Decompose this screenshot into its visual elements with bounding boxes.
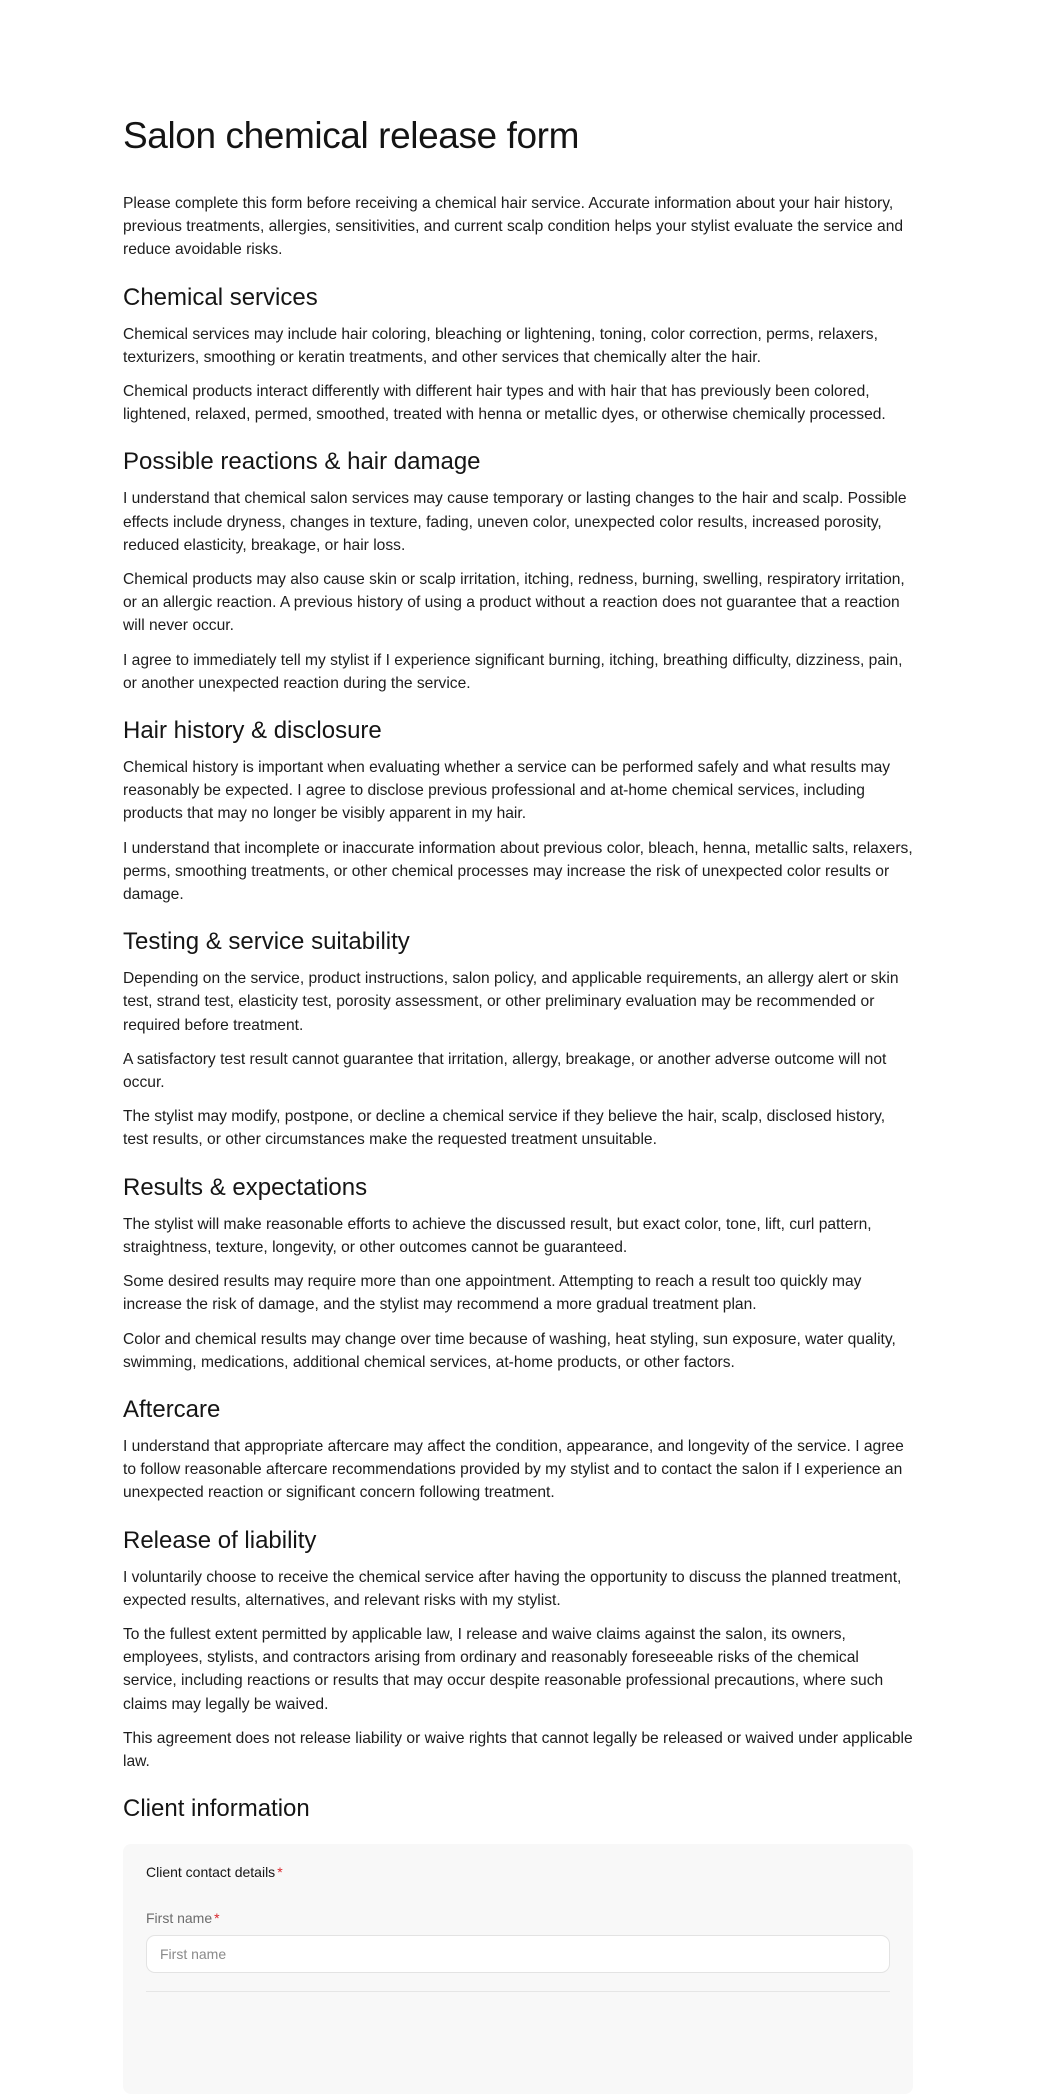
intro-paragraph: Please complete this form before receiving a chemical hair service. Accurate information about your hair history, previous treatments, allergies, sensitivities, and current scalp condition helps your stylist evaluate the service and reduce avoidable risks. (123, 195, 904, 259)
section-paragraph: A satisfactory test result cannot guarantee that irritation, allergy, breakage, or another adverse outcome will not occur. (123, 1050, 887, 1092)
section-heading: Release of liability (123, 1526, 317, 1554)
section-paragraph: Chemical products may also cause skin or scalp irritation, itching, redness, burning, swelling, respiratory irritation, or an allergic reaction. A previous history of using a product without a reaction does not guarantee that a reaction will never occur. (123, 571, 905, 635)
section (123, 1171, 913, 1374)
field-divider (146, 1991, 890, 1992)
required-asterisk: * (214, 1910, 220, 1927)
section-paragraph: Chemical services may include hair coloring, bleaching or lightening, toning, color correction, perms, relaxers, texturizers, smoothing or keratin treatments, and other services that chemically alter the hair. (123, 325, 878, 366)
section-heading: Hair history & disclosure (123, 717, 382, 745)
first-name-label-text: First name (146, 1910, 213, 1927)
section (123, 281, 913, 427)
form-page (123, 0, 913, 2094)
client-information-heading: Client information (123, 1795, 310, 1823)
client-contact-label (146, 1864, 890, 1880)
page-title: Salon chemical release form (123, 115, 580, 156)
section (123, 714, 913, 906)
section-paragraph: To the fullest extent permitted by applicable law, I release and waive claims against the salon, its owners, employees, stylists, and contractors arising from ordinary and reasonably foreseeable risks of the chemical service, including reactions or results that may occur despite reasonable professional precautions, where such claims may legally be waived. (123, 1625, 884, 1713)
section-paragraph: Chemical history is important when evaluating whether a service can be performed safely and what results may reasonably be expected. I agree to disclose previous professional and at-home chemical services, including products that may no longer be visibly apparent in my hair. (123, 759, 891, 823)
section-heading: Possible reactions & hair damage (123, 448, 481, 476)
first-name-input[interactable] (146, 1935, 890, 1973)
section-paragraph: The stylist may modify, postpone, or decline a chemical service if they believe the hair, scalp, disclosed history, test results, or other circumstances make the requested treatment unsuitable. (123, 1108, 886, 1149)
required-asterisk: * (277, 1864, 283, 1881)
section (123, 1524, 913, 1774)
client-contact-card (123, 1844, 913, 2094)
section (123, 445, 913, 695)
section (123, 925, 913, 1151)
section (123, 1393, 913, 1505)
section-paragraph: I understand that incomplete or inaccurate information about previous color, bleach, henna, metallic salts, relaxers, perms, smoothing treatments, or other chemical processes may increase the risk of unexpected color results or damage. (123, 839, 913, 904)
section-heading: Chemical services (123, 283, 318, 311)
section-paragraph: I voluntarily choose to receive the chemical service after having the opportunity to discuss the planned treatment, expected results, alternatives, and relevant risks with my stylist. (123, 1568, 902, 1609)
section-heading: Results & expectations (123, 1173, 368, 1201)
section-paragraph: I agree to immediately tell my stylist if I experience significant burning, itching, breathing difficulty, dizziness, pain, or another unexpected reaction during the service. (123, 651, 903, 692)
section-heading: Testing & service suitability (123, 928, 410, 956)
section-paragraph: Some desired results may require more than one appointment. Attempting to reach a result too quickly may increase the risk of damage, and the stylist may recommend a more gradual treatment plan. (123, 1273, 862, 1314)
section-paragraph: I understand that chemical salon services may cause temporary or lasting changes to the hair and scalp. Possible effects include dryness, changes in texture, fading, uneven color, unexpected color results, increased porosity, reduced elasticity, breakage, or hair loss. (123, 490, 907, 554)
section-paragraph: The stylist will make reasonable efforts to achieve the discussed result, but exact color, tone, lift, curl pattern, straightness, texture, longevity, or other outcomes cannot be guaranteed. (123, 1215, 872, 1256)
section-paragraph: Color and chemical results may change over time because of washing, heat styling, sun exposure, water quality, swimming, medications, additional chemical services, at-home products, or other factors. (123, 1330, 896, 1371)
form-sections (123, 281, 913, 1774)
section-heading: Aftercare (123, 1395, 221, 1423)
client-contact-label-text: Client contact details (146, 1864, 276, 1881)
first-name-label (146, 1910, 890, 1926)
section-paragraph: I understand that appropriate aftercare may affect the condition, appearance, and longevity of the service. I agree to follow reasonable aftercare recommendations provided by my stylist and to contact the salon if I experience an unexpected reaction or significant concern following treatment. (123, 1437, 904, 1502)
section-paragraph: Chemical products interact differently with different hair types and with hair that has previously been colored, lightened, relaxed, permed, smoothed, treated with henna or metallic dyes, or otherwise chemically processed. (123, 383, 886, 424)
section-paragraph: Depending on the service, product instructions, salon policy, and applicable requirements, an allergy alert or skin test, strand test, elasticity test, porosity assessment, or other preliminary evaluation may be recommended or required before treatment. (123, 970, 899, 1034)
section-paragraph: This agreement does not release liability or waive rights that cannot legally be released or waived under applicable law. (123, 1729, 913, 1770)
